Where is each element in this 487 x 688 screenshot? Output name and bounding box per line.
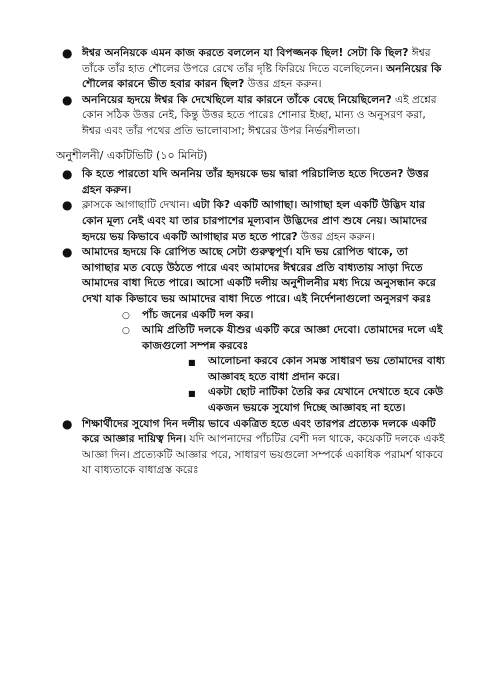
task-text: আলোচনা করবে কোন সমস্ত সাধারণ ভয় তোমাদের বাধ্য আজ্ঞাবহ হতে বাধা প্রদান করে।: [208, 355, 445, 383]
sub-sub-list-item: [180, 354, 445, 385]
square-bullet-icon: ■: [188, 389, 196, 399]
answer-text: এই প্রশ্নের কোন সঠিক উত্তর নেই, কিন্তু উত্তর হতে পারেঃ শোনার ইচ্ছা, মান্য ও অনুসরণ করা, ঈশ্বর এবং তাঁর পথের প্রতি ভালোবাসা; ঈশ্বরের উপর নির্ভরশীলতা।: [82, 93, 437, 137]
list-item: [56, 93, 445, 140]
bullet-icon: ●: [62, 167, 73, 182]
bullet-icon: ●: [62, 46, 73, 60]
bullet-icon: ●: [62, 416, 73, 431]
circle-bullet-icon: ○: [122, 310, 130, 321]
instruction-text: আমাদের হৃদয়ে কি রোপিত আছে সেটা গুরুত্বপূর্ণ। যদি ভয় রোপিত থাকে, তা আগাছার মত বেড়ে উঠতে পারে এবং আমাদের ঈশ্বরের প্রতি বাধ্যতায় সাড়া দিতে আমাদের বাধা দিতে পারে। আসো একটি দলীয় অনুশীলনীর মধ্য দিয়ে অনুসন্ধান করে দেখা যাক কিভাবে ভয় আমাদের বাধা দিতে পারে। এই নির্দেশনাগুলো অনুসরণ করঃ: [82, 246, 436, 305]
sub-list-item: [116, 323, 445, 354]
answer-text: উত্তর গ্রহন করুন।: [297, 230, 375, 243]
bullet-icon: ●: [62, 245, 73, 260]
question-text: ঈশ্বর অননিয়কে এমন কাজ করতে বললেন যা বিপজ্জনক ছিল! সেটা কি ছিল?: [82, 47, 409, 59]
answer-text: ঈশ্বর তাঁকে তাঁর হাত শৌলের উপরে রেখে তাঁর দৃষ্টি ফিরিয়ে দিতে বলেছিলেন।: [82, 47, 431, 75]
sub-list-item: [116, 308, 445, 324]
question-text: অননিয়ের কি শৌলের কারনে ভীত হবার কারন ছিল?: [82, 62, 442, 91]
bullet-icon: ●: [62, 92, 73, 107]
task-text: একটা ছোট নাটিকা তৈরি কর যেখানে দেখাতে হবে কেউ একজন ভয়কে সুযোগ দিচ্ছে আজ্ঞাবহ না হতে।: [208, 386, 444, 415]
instruction-detail-text: যদি আপনাদের পাঁচটির বেশী দল থাকে, কয়েকটি দলকে একই আজ্ঞা দিন। প্রত্যেকটি আজ্ঞার পরে, সাধারণ ভয়গুলো সম্পর্কে একাধিক পরামর্শ থাকবে যা বাধ্যতাকে বাধাগ্রস্ত করেঃ: [82, 433, 445, 477]
question-text: এটা কি? একটি আগাছা। আগাছা হল একটি উদ্ভিদ যার কোন মূল্য নেই এবং যা তার চারপাশের মূল্যবান উদ্ভিদের প্রাণ শুষে নেয়। আমাদের হৃদয়ে ভয় কিভাবে একটি আগাছার মত হতে পারে?: [82, 199, 428, 243]
list-item: [56, 245, 445, 307]
sub-instruction-text: পাঁচ জনের একটি দল কর।: [142, 308, 254, 321]
circle-bullet-icon: ○: [122, 326, 130, 337]
question-text: অননিয়ের হৃদয়ে ঈশ্বর কি দেখেছিলে যার কারনে তাঁকে বেছে নিয়েছিলেন?: [82, 93, 392, 106]
square-bullet-icon: ■: [188, 358, 196, 368]
instruction-text: শিক্ষার্থীদের সুযোগ দিন দলীয় ভাবে একত্রিত হতে এবং তারপর প্রত্যেক দলকে একটি করে আজ্ঞার দায়িত্ব দিন।: [82, 417, 436, 446]
instruction-text: ক্লাসকে আগাছাটি দেখান।: [82, 199, 193, 212]
list-item: [56, 46, 445, 93]
list-item: [56, 198, 445, 245]
sub-instruction-text: আমি প্রতিটি দলকে যীশুর একটি করে আজ্ঞা দেবো। তোমাদের দলে এই কাজগুলো সম্পন্ন করবেঃ: [142, 324, 443, 352]
list-item: [56, 167, 445, 198]
bullet-icon: ●: [62, 198, 73, 213]
sub-sub-list-item: [180, 385, 445, 416]
question-text: কি হতে পারতো যদি অননিয় তাঁর হৃদয়কে ভয় দ্বারা পরিচালিত হতে দিতেন? উত্তর গ্রহন করুন।: [82, 168, 429, 196]
answer-text: উত্তর গ্রহন করুন।: [244, 78, 322, 91]
list-item: [56, 417, 445, 479]
section-heading: অনুশীলনী/ একটিভিটি (১০ মিনিট): [56, 148, 208, 162]
